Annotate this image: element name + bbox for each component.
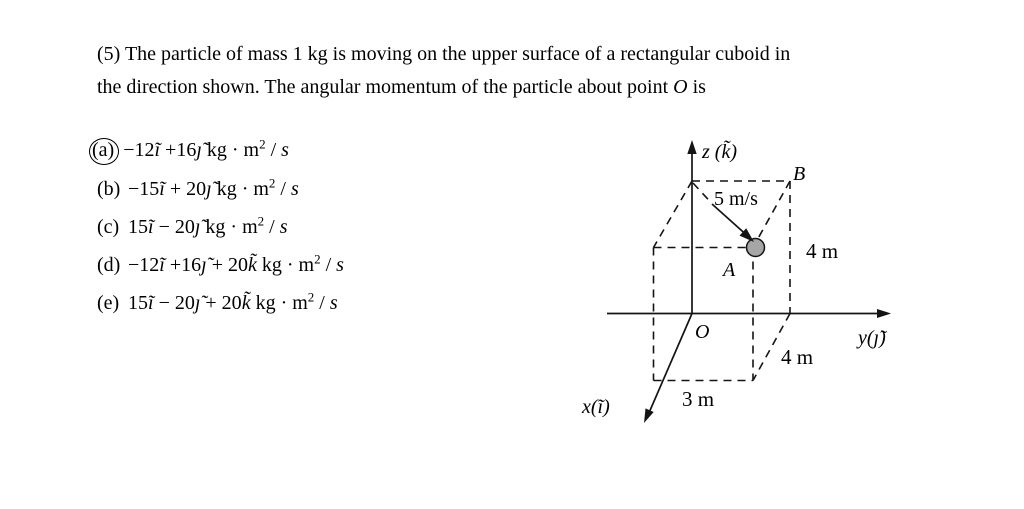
z-axis-label: z (k̃) <box>702 141 737 163</box>
option-label-b: (b) <box>97 178 121 200</box>
option-math-d: −12ĩ +16ȷ̃ + 20k̃ kg · $m^2$ / s <box>128 251 344 276</box>
problem-statement-line-1: (5) The particle of mass 1 kg is moving on the upper surface of a rectangular cuboid in <box>97 43 791 65</box>
cuboid-edge-top-right <box>753 181 790 248</box>
cuboid-edge-top-left <box>654 181 693 248</box>
origin-label: O <box>695 321 710 343</box>
problem-statement-line-2: the direction shown. The angular momentum of the particle about point O is <box>97 76 706 98</box>
option-math-b: −15ĩ + 20ȷ̃ kg · $m^2$ / s <box>128 175 299 200</box>
option-label-a answer-circle: (a) <box>89 138 119 165</box>
option-math-e: 15ĩ − 20ȷ̃ + 20k̃ kg · $m^2$ / s <box>128 289 338 314</box>
x-axis-arrowhead-icon <box>644 408 654 423</box>
x-axis-label: x(ĩ) <box>582 396 610 418</box>
corner-b-label: B <box>793 163 806 185</box>
y-axis-label: y(ȷ̃) <box>858 327 886 349</box>
velocity-guide-dash <box>693 183 711 203</box>
y-axis-arrowhead-icon <box>877 309 891 318</box>
height-dimension-label: 4 m <box>806 239 839 263</box>
velocity-label: 5 m/s <box>714 188 758 210</box>
width-dimension-label: 3 m <box>682 387 715 411</box>
particle <box>747 239 765 257</box>
option-math-c: 15ĩ − 20ȷ̃ kg · $m^2$ / s <box>128 213 288 238</box>
particle-label: A <box>723 259 736 281</box>
depth-dimension-label: 4 m <box>781 345 814 369</box>
option-label-c: (c) <box>97 216 120 238</box>
option-label-d: (d) <box>97 254 121 276</box>
option-math-a: −12ĩ +16ȷ̃ kg · $m^2$ / s <box>123 136 289 161</box>
z-axis-arrowhead-icon <box>687 140 696 154</box>
option-label-e: (e) <box>97 292 120 314</box>
